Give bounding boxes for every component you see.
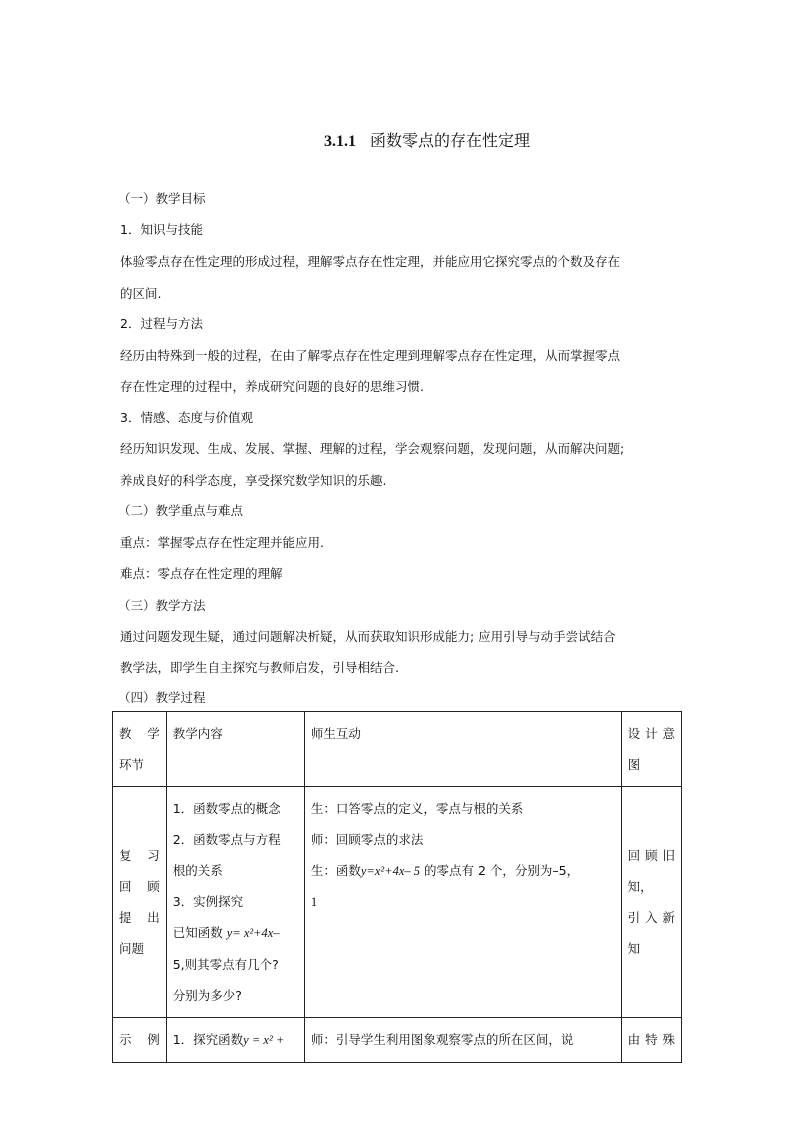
method-line2: 教学法，即学生自主探究与教师启发，引导相结合. (120, 660, 399, 675)
key-heading: （二）教学重点与难点 (118, 503, 244, 518)
page-title (0, 128, 794, 151)
key-point: 重点：掌握零点存在性定理并能应用. (120, 535, 324, 550)
process-table (112, 711, 682, 1063)
objectives-heading: （一）教学目标 (118, 191, 206, 206)
table-header-row (113, 712, 682, 787)
method-line1: 通过问题发现生疑，通过问题解决析疑，从而获取知识形成能力; 应用引导与动手尝试结合 (120, 629, 616, 644)
item1-line2: 的区间. (120, 286, 162, 301)
row2-interaction: 师：引导学生利用图象观察零点的所在区间，说 (304, 1018, 621, 1063)
section-number: 3.1.1 (323, 133, 356, 150)
difficult-point: 难点：零点存在性定理的理解 (120, 566, 283, 581)
row1-content: 1．函数零点的概念 2．函数零点与方程 根的关系 3．实例探究 已知函数 y= x²+4x– 5,则其零点有几个? 分别为多少? (166, 787, 304, 1018)
method-heading: （三）教学方法 (118, 598, 206, 613)
row1-stage: 复 习 回 顾 提 出 问题 (113, 787, 167, 1018)
section-title: 函数零点的存在性定理 (369, 131, 530, 150)
row1-interaction: 生：口答零点的定义，零点与根的关系 师：回顾零点的求法 生：函数y=x²+4x– 5 的零点有 2 个，分别为–5， 1 (304, 787, 621, 1018)
header-stage: 教 学 环节 (113, 712, 167, 787)
item2-line2: 存在性定理的过程中，养成研究问题的良好的思维习惯. (120, 379, 424, 394)
header-content: 教学内容 (166, 712, 304, 787)
table-row (113, 787, 682, 1018)
item2-line1: 经历由特殊到一般的过程，在由了解零点存在性定理到理解零点存在性定理，从而掌握零点 (120, 348, 621, 363)
table-row (113, 1018, 682, 1063)
item1-line1: 体验零点存在性定理的形成过程，理解零点存在性定理，并能应用它探究零点的个数及存在 (120, 254, 621, 269)
process-heading: （四）教学过程 (118, 690, 206, 705)
row2-content: 1．探究函数y = x² + (166, 1018, 304, 1063)
header-intent: 设 计 意 图 (621, 712, 681, 787)
item1-heading: 1．知识与技能 (120, 222, 203, 237)
item3-heading: 3．情感、态度与价值观 (120, 410, 253, 425)
item3-line1: 经历知识发现、生成、发展、掌握、理解的过程，学会观察问题，发现问题，从而解决问题; (120, 441, 625, 456)
header-interaction: 师生互动 (304, 712, 621, 787)
item3-line2: 养成良好的科学态度，享受探究数学知识的乐趣. (120, 473, 387, 488)
item2-heading: 2．过程与方法 (120, 316, 203, 331)
row2-intent: 由 特 殊 (621, 1018, 681, 1063)
row2-stage: 示 例 (113, 1018, 167, 1063)
row1-intent: 回 顾 旧 知， 引 入 新 知 (621, 787, 681, 1018)
